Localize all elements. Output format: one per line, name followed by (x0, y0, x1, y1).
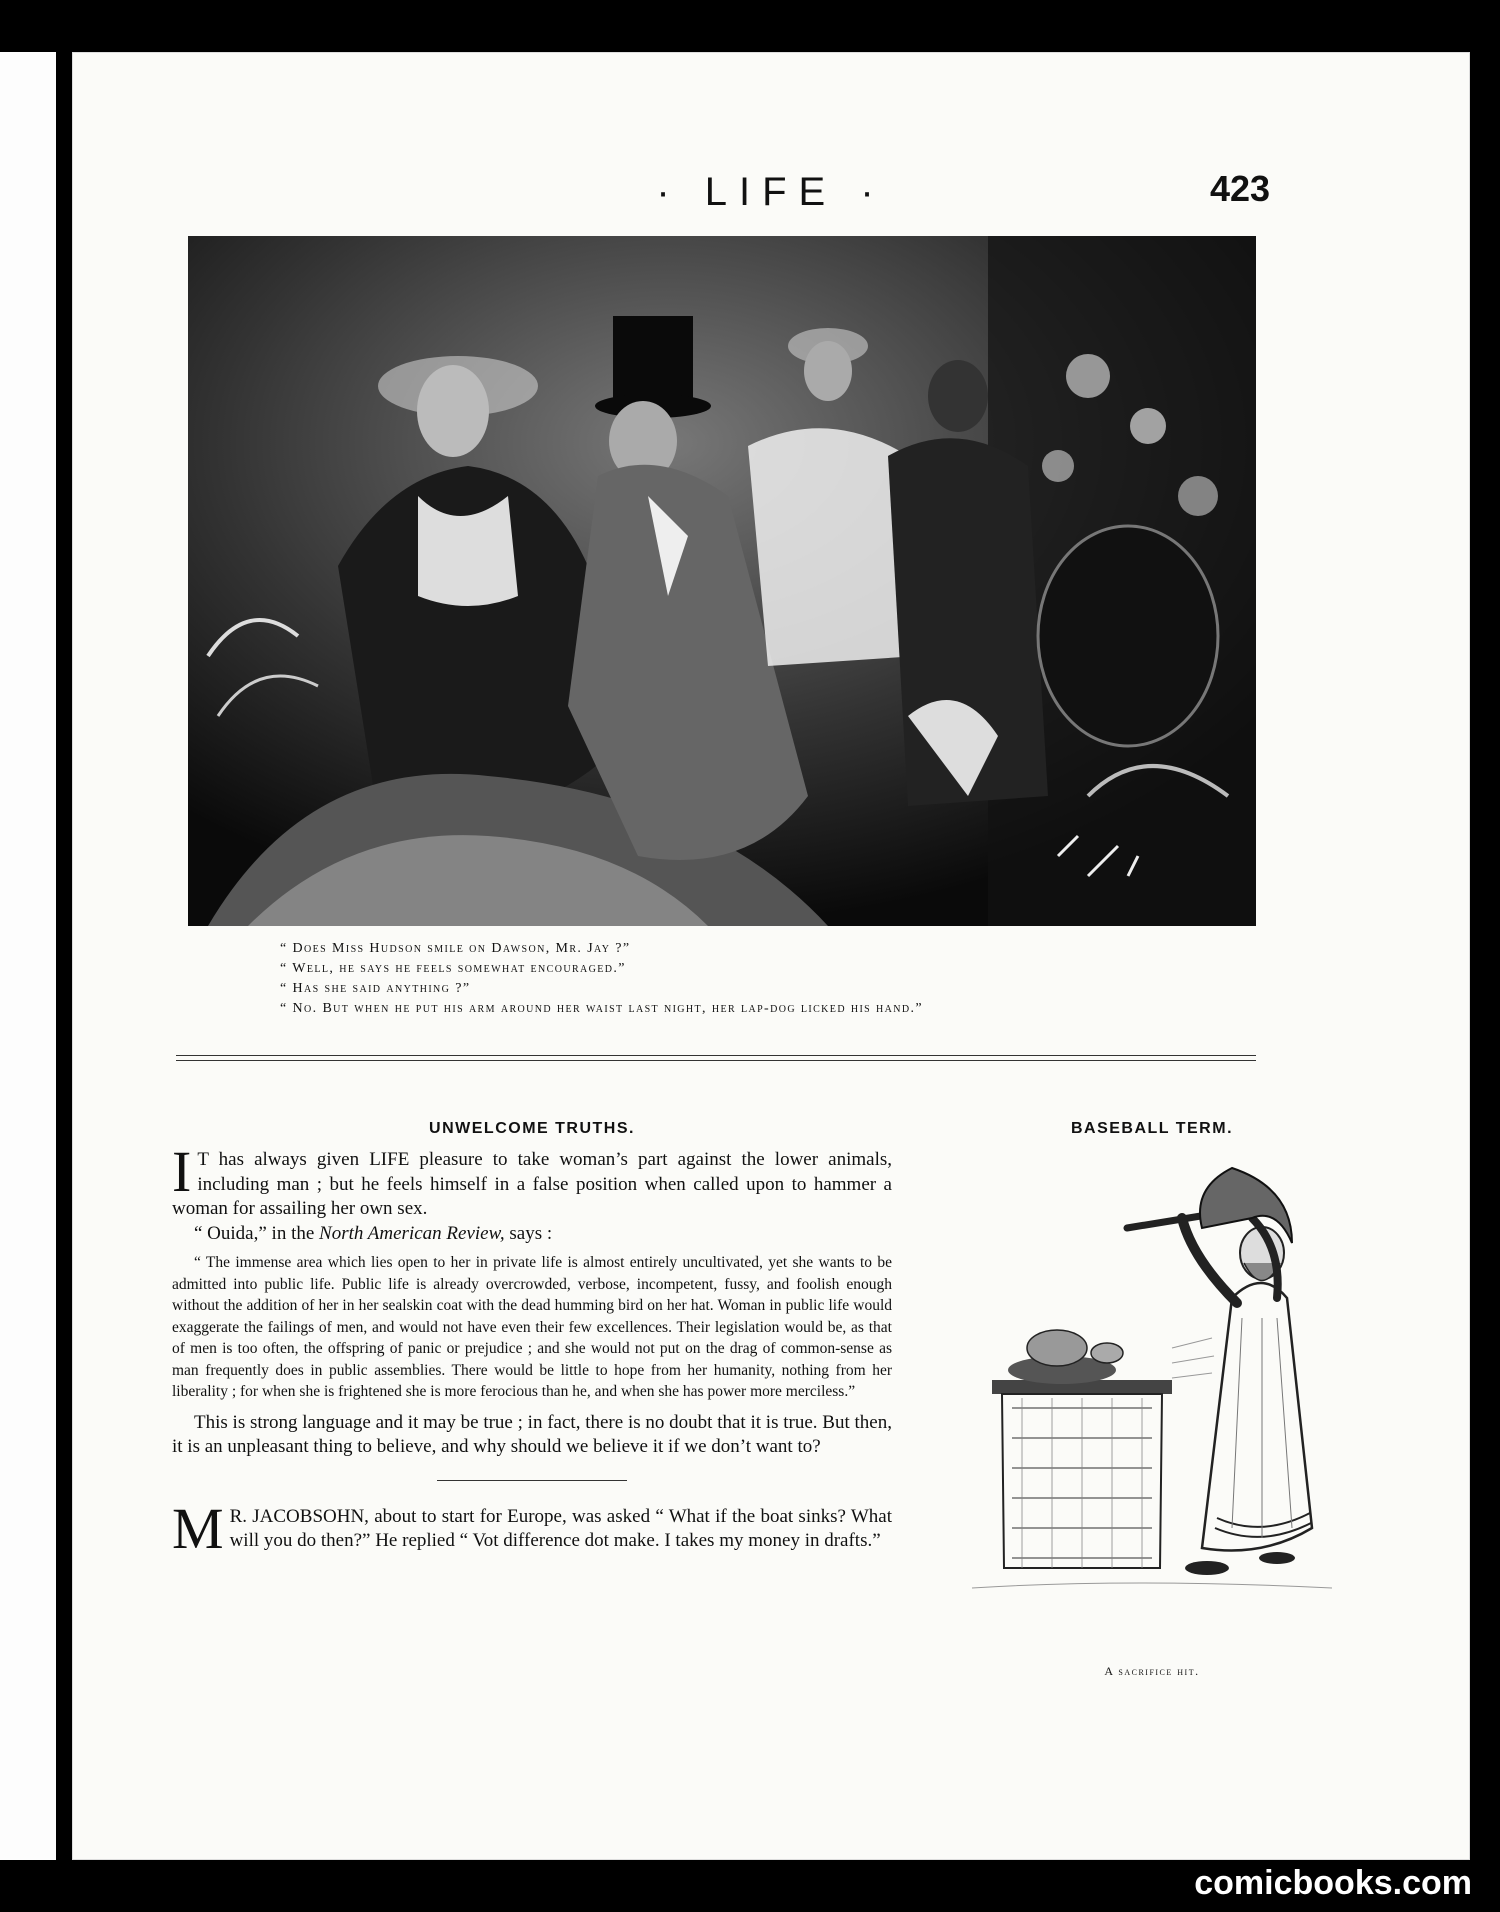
anecdote-text: R. JACOBSOHN, about to start for Europe, was asked “ What if the boat sinks? What will you do then?” He replied “ Vot difference dot make. I takes my money in drafts.” (229, 1505, 892, 1551)
article-paragraph (172, 1222, 892, 1247)
article-intro-text: T has always given LIFE pleasure to take woman’s part against the lower animals, including man ; but he feels himself in a false position when called upon to hammer a woman for assailing her own sex. (172, 1149, 892, 1219)
caption-line: “ Well, he says he feels somewhat encouraged.” (280, 961, 626, 976)
drop-cap: M (172, 1495, 224, 1561)
caption-line: “ No. But when he put his arm around her waist last night, her lap-dog licked his hand.” (280, 1001, 924, 1016)
quote-intro-suffix: says : (509, 1222, 553, 1244)
left-page-edge (0, 52, 56, 1860)
illustration-caption (280, 939, 1260, 1019)
drop-cap: I (172, 1139, 192, 1204)
site-watermark: comicbooks.com (1194, 1864, 1472, 1902)
article-paragraph: This is strong language and it may be true ; in fact, there is no doubt that it is true. But then, it is an unpleasant thing to believe, and why should we believe it if we don’t want to? (172, 1411, 892, 1457)
section-divider (176, 1060, 1256, 1061)
caption-line: “ Has she said anything ?” (280, 981, 471, 996)
publication-name: North American Review, (319, 1222, 505, 1244)
anecdote-paragraph (172, 1495, 892, 1561)
cartoon-column (932, 1120, 1372, 1679)
page-number: 423 (1210, 168, 1271, 209)
sacrifice-hit-drawing (932, 1148, 1372, 1660)
cartoon-illustration (932, 1148, 1372, 1660)
short-divider (437, 1480, 627, 1481)
article-heading: UNWELCOME TRUTHS. (429, 1120, 635, 1137)
magazine-page (72, 52, 1470, 1860)
quote-intro: “ Ouida,” in the (194, 1222, 315, 1244)
top-illustration (188, 236, 1256, 926)
caption-line: “ Does Miss Hudson smile on Dawson, Mr. Jay ?” (280, 941, 631, 956)
cartoon-heading: BASEBALL TERM. (1070, 1120, 1234, 1137)
article-column (172, 1120, 892, 1561)
magazine-title: · LIFE · (656, 170, 886, 214)
section-divider (176, 1055, 1256, 1056)
ballroom-scene-drawing (188, 236, 1256, 926)
cartoon-caption: A sacrifice hit. (1104, 1664, 1200, 1678)
block-quote: “ The immense area which lies open to her in private life is almost entirely uncultivated, yet she wants to be admitted into public life. Public life is already overcrowded, verbose, incompetent, fussy, and foolish enough without the addition of her in her sealskin coat with the dead humming bird on her hat. Woman in public life would exaggerate the failings of men, and would not have even their few excellences. Their legislation would be, as that of men is too often, the offspring of panic or prejudice ; and she would not put on the drag of common-sense as man frequently does in public assemblies. There would be little to hope from her humanity, nothing from her liberality ; for when she is frightened she is more ferocious than he, and when she has power more merciless.” (172, 1254, 892, 1400)
article-paragraph (172, 1139, 892, 1222)
